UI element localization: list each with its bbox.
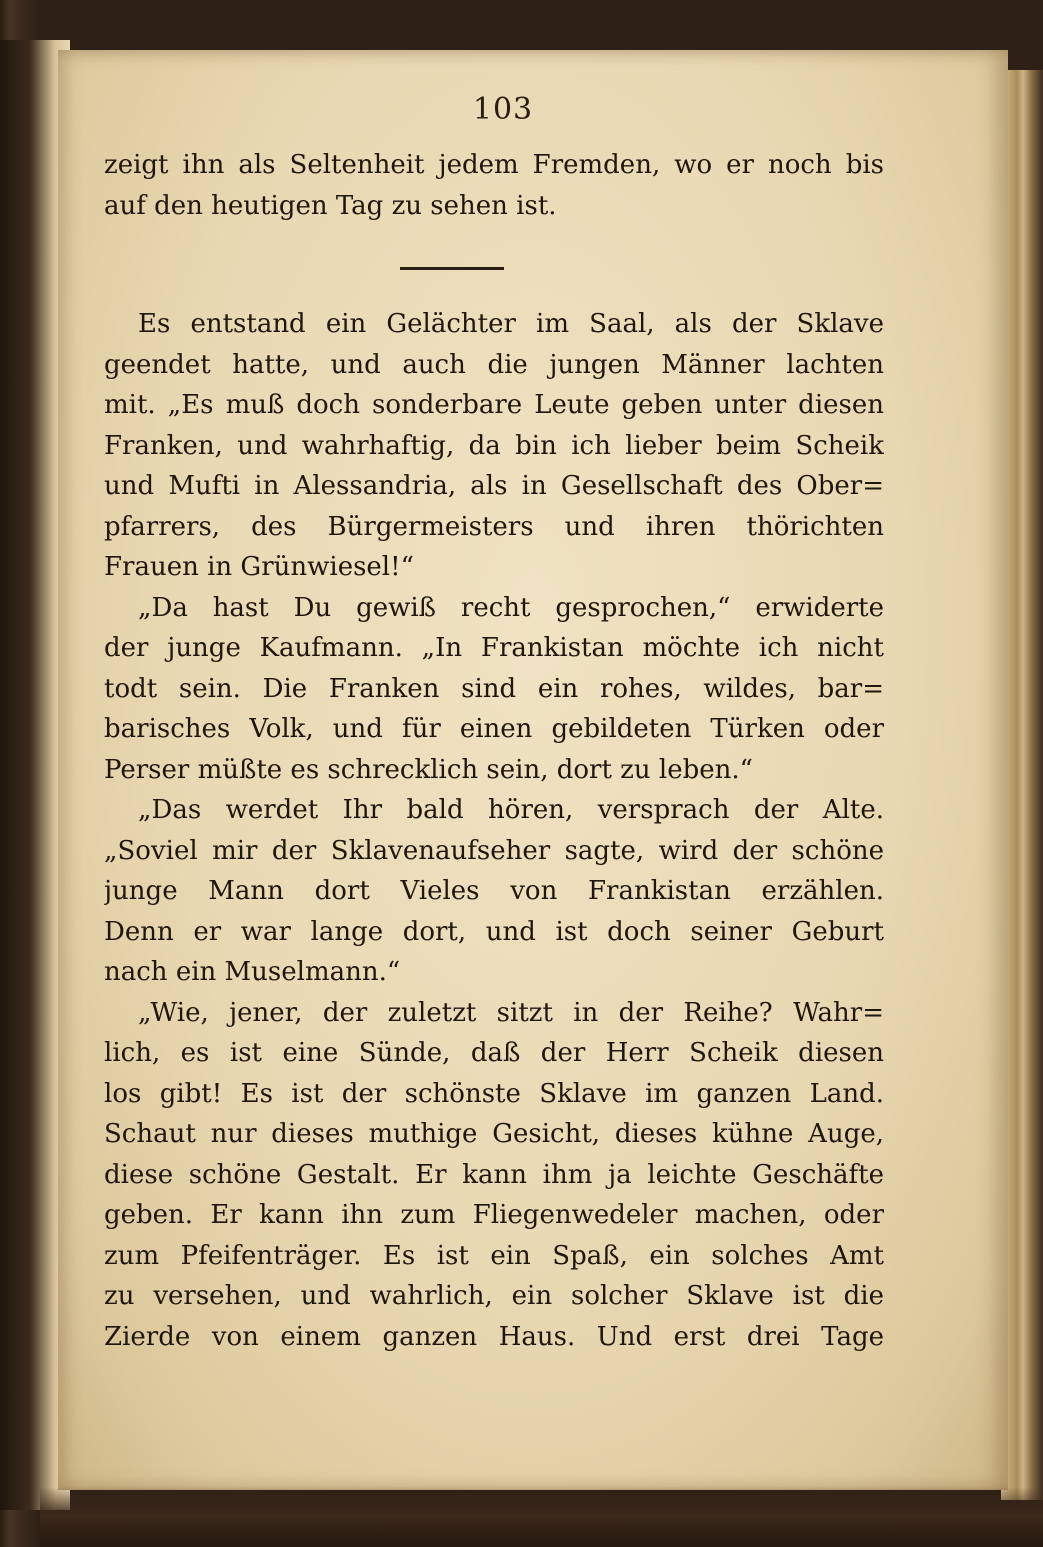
text-line: der junge Kaufmann. „In Frankistan möchte ich nicht	[104, 633, 884, 663]
text-line: zum Pfeifenträger. Es ist ein Spaß, ein solches Amt	[104, 1240, 884, 1271]
text-line: diese schöne Gestalt. Er kann ihm ja leichte Geschäfte	[104, 1159, 884, 1190]
text-line: Schaut nur dieses muthige Gesicht, dieses kühne Auge,	[104, 1119, 884, 1149]
text-line: lich, es ist eine Sünde, daß der Herr Scheik diesen	[104, 1038, 884, 1068]
text-line: zu versehen, und wahrlich, ein solcher Sklave ist die	[104, 1281, 884, 1311]
text-line: mit. „Es muß doch sonderbare Leute geben unter diesen	[104, 390, 884, 420]
text-line: Frauen in Grünwiesel!“	[104, 552, 414, 582]
text-line: auf den heutigen Tag zu sehen ist.	[104, 190, 557, 221]
text-line: barisches Volk, und für einen gebildeten Türken oder	[104, 714, 884, 744]
text-line: pfarrers, des Bürgermeisters und ihren thörichten	[104, 511, 884, 542]
text-line: todt sein. Die Franken sind ein rohes, wildes, bar=	[104, 673, 884, 704]
text-line: Es entstand ein Gelächter im Saal, als der Sklave	[138, 309, 884, 339]
text-line: Franken, und wahrhaftig, da bin ich lieber beim Scheik	[104, 430, 884, 461]
text-line: geendet hatte, und auch die jungen Männer lachten	[104, 349, 884, 380]
page-text	[104, 145, 884, 1357]
text-line: geben. Er kann ihn zum Fliegenwedeler machen, oder	[104, 1200, 884, 1230]
text-line: Zierde von einem ganzen Haus. Und erst drei Tage	[104, 1321, 884, 1352]
text-line: zeigt ihn als Seltenheit jedem Fremden, wo er noch bis	[104, 150, 884, 180]
page-number: 103	[472, 92, 534, 127]
text-line: Perser müßte es schrecklich sein, dort zu leben.“	[104, 754, 753, 785]
book-page	[58, 50, 1008, 1490]
text-line: „Soviel mir der Sklavenaufseher sagte, wird der schöne	[104, 835, 884, 866]
text-line: los gibt! Es ist der schönste Sklave im ganzen Land.	[104, 1078, 884, 1109]
book-edge-bottom	[40, 1487, 1043, 1547]
text-line: „Das werdet Ihr bald hören, versprach der Alte.	[138, 795, 884, 825]
text-line: junge Mann dort Vieles von Frankistan erzählen.	[104, 876, 884, 906]
text-line: und Mufti in Alessandria, als in Gesellschaft des Ober=	[104, 471, 884, 501]
text-line: Denn er war lange dort, und ist doch seiner Geburt	[104, 916, 884, 947]
text-line: „Da hast Du gewiß recht gesprochen,“ erwiderte	[138, 592, 884, 623]
text-line: nach ein Muselmann.“	[104, 957, 401, 987]
text-line: „Wie, jener, der zuletzt sitzt in der Reihe? Wahr=	[138, 997, 884, 1028]
section-divider	[400, 267, 504, 270]
